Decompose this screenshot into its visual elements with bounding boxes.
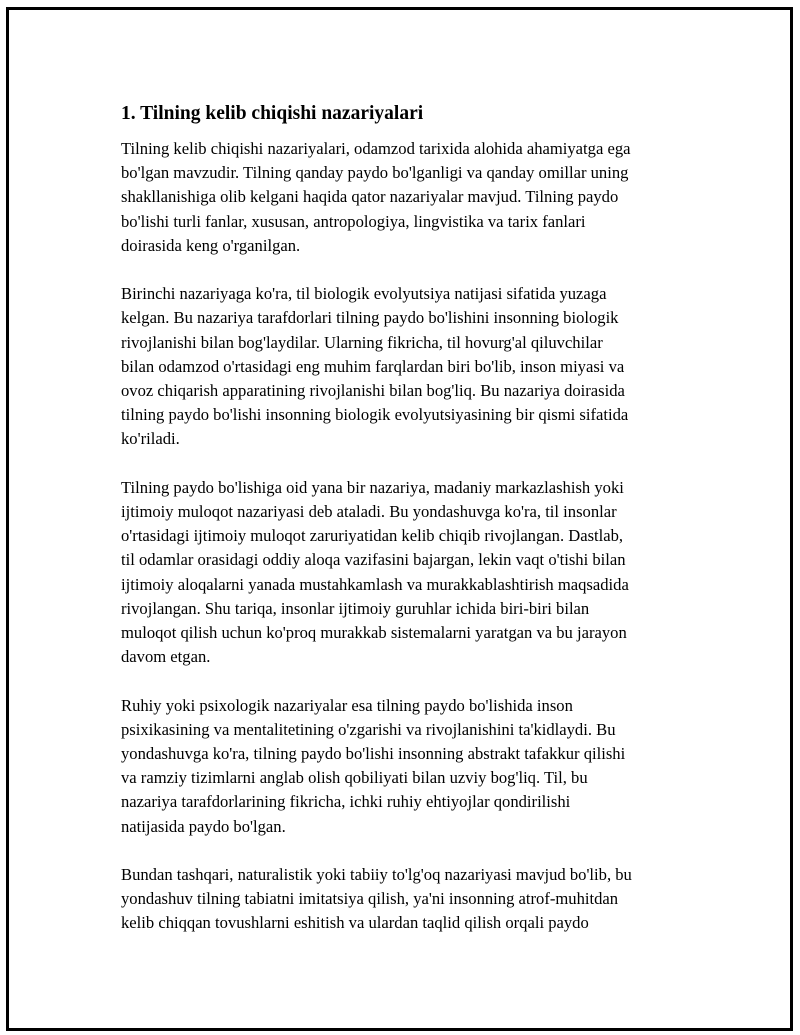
- text-line: nazariya tarafdorlarining fikricha, ichki ruhiy ehtiyojlar qondirilishi: [121, 792, 571, 812]
- text-line: ijtimoiy muloqot nazariyasi deb ataladi. Bu yondashuvga ko'ra, til insonlar: [121, 502, 617, 522]
- text-line: ijtimoiy aloqalarni yanada mustahkamlash va murakkablashtirish maqsadida: [121, 574, 629, 594]
- text-line: Tilning kelib chiqishi nazariyalari, odamzod tarixida alohida ahamiyatga ega: [121, 139, 631, 158]
- page-frame: [6, 7, 793, 1031]
- text-line: Birinchi nazariyaga ko'ra, til biologik evolyutsiya natijasi sifatida yuzaga: [121, 284, 607, 304]
- paragraph-2: [121, 282, 701, 451]
- text-line: doirasida keng o'rganilgan.: [121, 235, 301, 255]
- text-line: ko'riladi.: [121, 429, 180, 449]
- text-line: kelgan. Bu nazariya tarafdorlari tilning paydo bo'lishini insonning biologik: [121, 308, 619, 328]
- text-line: kelib chiqqan tovushlarni eshitish va ulardan taqlid qilish orqali paydo: [121, 913, 589, 933]
- text-line: bo'lgan mavzudir. Tilning qanday paydo bo'lganligi va qanday omillar uning: [121, 163, 629, 183]
- text-line: va ramziy tizimlarni anglab olish qobiliyati bilan uzviy bog'liq. Til, bu: [121, 768, 588, 788]
- text-line: davom etgan.: [121, 647, 211, 667]
- paragraph-3: [121, 476, 701, 670]
- text-line: natijasida paydo bo'lgan.: [121, 816, 286, 836]
- text-line: o'rtasidagi ijtimoiy muloqot zaruriyatidan kelib chiqib rivojlangan. Dastlab,: [121, 526, 624, 546]
- text-line: Tilning paydo bo'lishiga oid yana bir nazariya, madaniy markazlashish yoki: [121, 477, 624, 497]
- text-line: bo'lishi turli fanlar, xususan, antropologiya, lingvistika va tarix fanlari: [121, 211, 586, 231]
- text-line: shakllanishiga olib kelgani haqida qator nazariyalar mavjud. Tilning paydo: [121, 187, 619, 207]
- text-line: til odamlar orasidagi oddiy aloqa vazifasini bajargan, lekin vaqt o'tishi bilan: [121, 550, 626, 570]
- text-line: yondashuv tilning tabiatni imitatsiya qilish, ya'ni insonning atrof-muhitdan: [121, 889, 619, 909]
- text-line: bilan odamzod o'rtasidagi eng muhim farqlardan biri bo'lib, inson miyasi va: [121, 356, 625, 376]
- text-line: Ruhiy yoki psixologik nazariyalar esa tilning paydo bo'lishida inson: [121, 695, 573, 715]
- text-line: ovoz chiqarish apparatining rivojlanishi bilan bog'liq. Bu nazariya doirasida: [121, 381, 625, 401]
- document-body: [121, 94, 701, 960]
- text-line: psixikasining va mentalitetining o'zgarishi va rivojlanishini ta'kidlaydi. Bu: [121, 719, 616, 739]
- text-line: rivojlangan. Shu tariqa, insonlar ijtimoiy guruhlar ichida biri-biri bilan: [121, 598, 590, 618]
- paragraph-4: [121, 694, 701, 839]
- paragraph-1: [121, 137, 701, 258]
- text-line: tilning paydo bo'lishi insonning biologik evolyutsiyasining bir qismi sifatida: [121, 405, 629, 425]
- text-line: muloqot qilish uchun ko'proq murakkab sistemalarni yaratgan va bu jarayon: [121, 623, 627, 643]
- text-line: rivojlanishi bilan bog'laydilar. Ularning fikricha, til hovurg'al qiluvchilar: [121, 332, 603, 352]
- paragraph-5: [121, 863, 701, 936]
- text-line: Bundan tashqari, naturalistik yoki tabiiy to'lg'oq nazariyasi mavjud bo'lib, bu: [121, 865, 632, 885]
- text-line: yondashuvga ko'ra, tilning paydo bo'lishi insonning abstrakt tafakkur qilishi: [121, 744, 626, 764]
- section-heading: 1. Tilning kelib chiqishi nazariyalari: [121, 103, 424, 124]
